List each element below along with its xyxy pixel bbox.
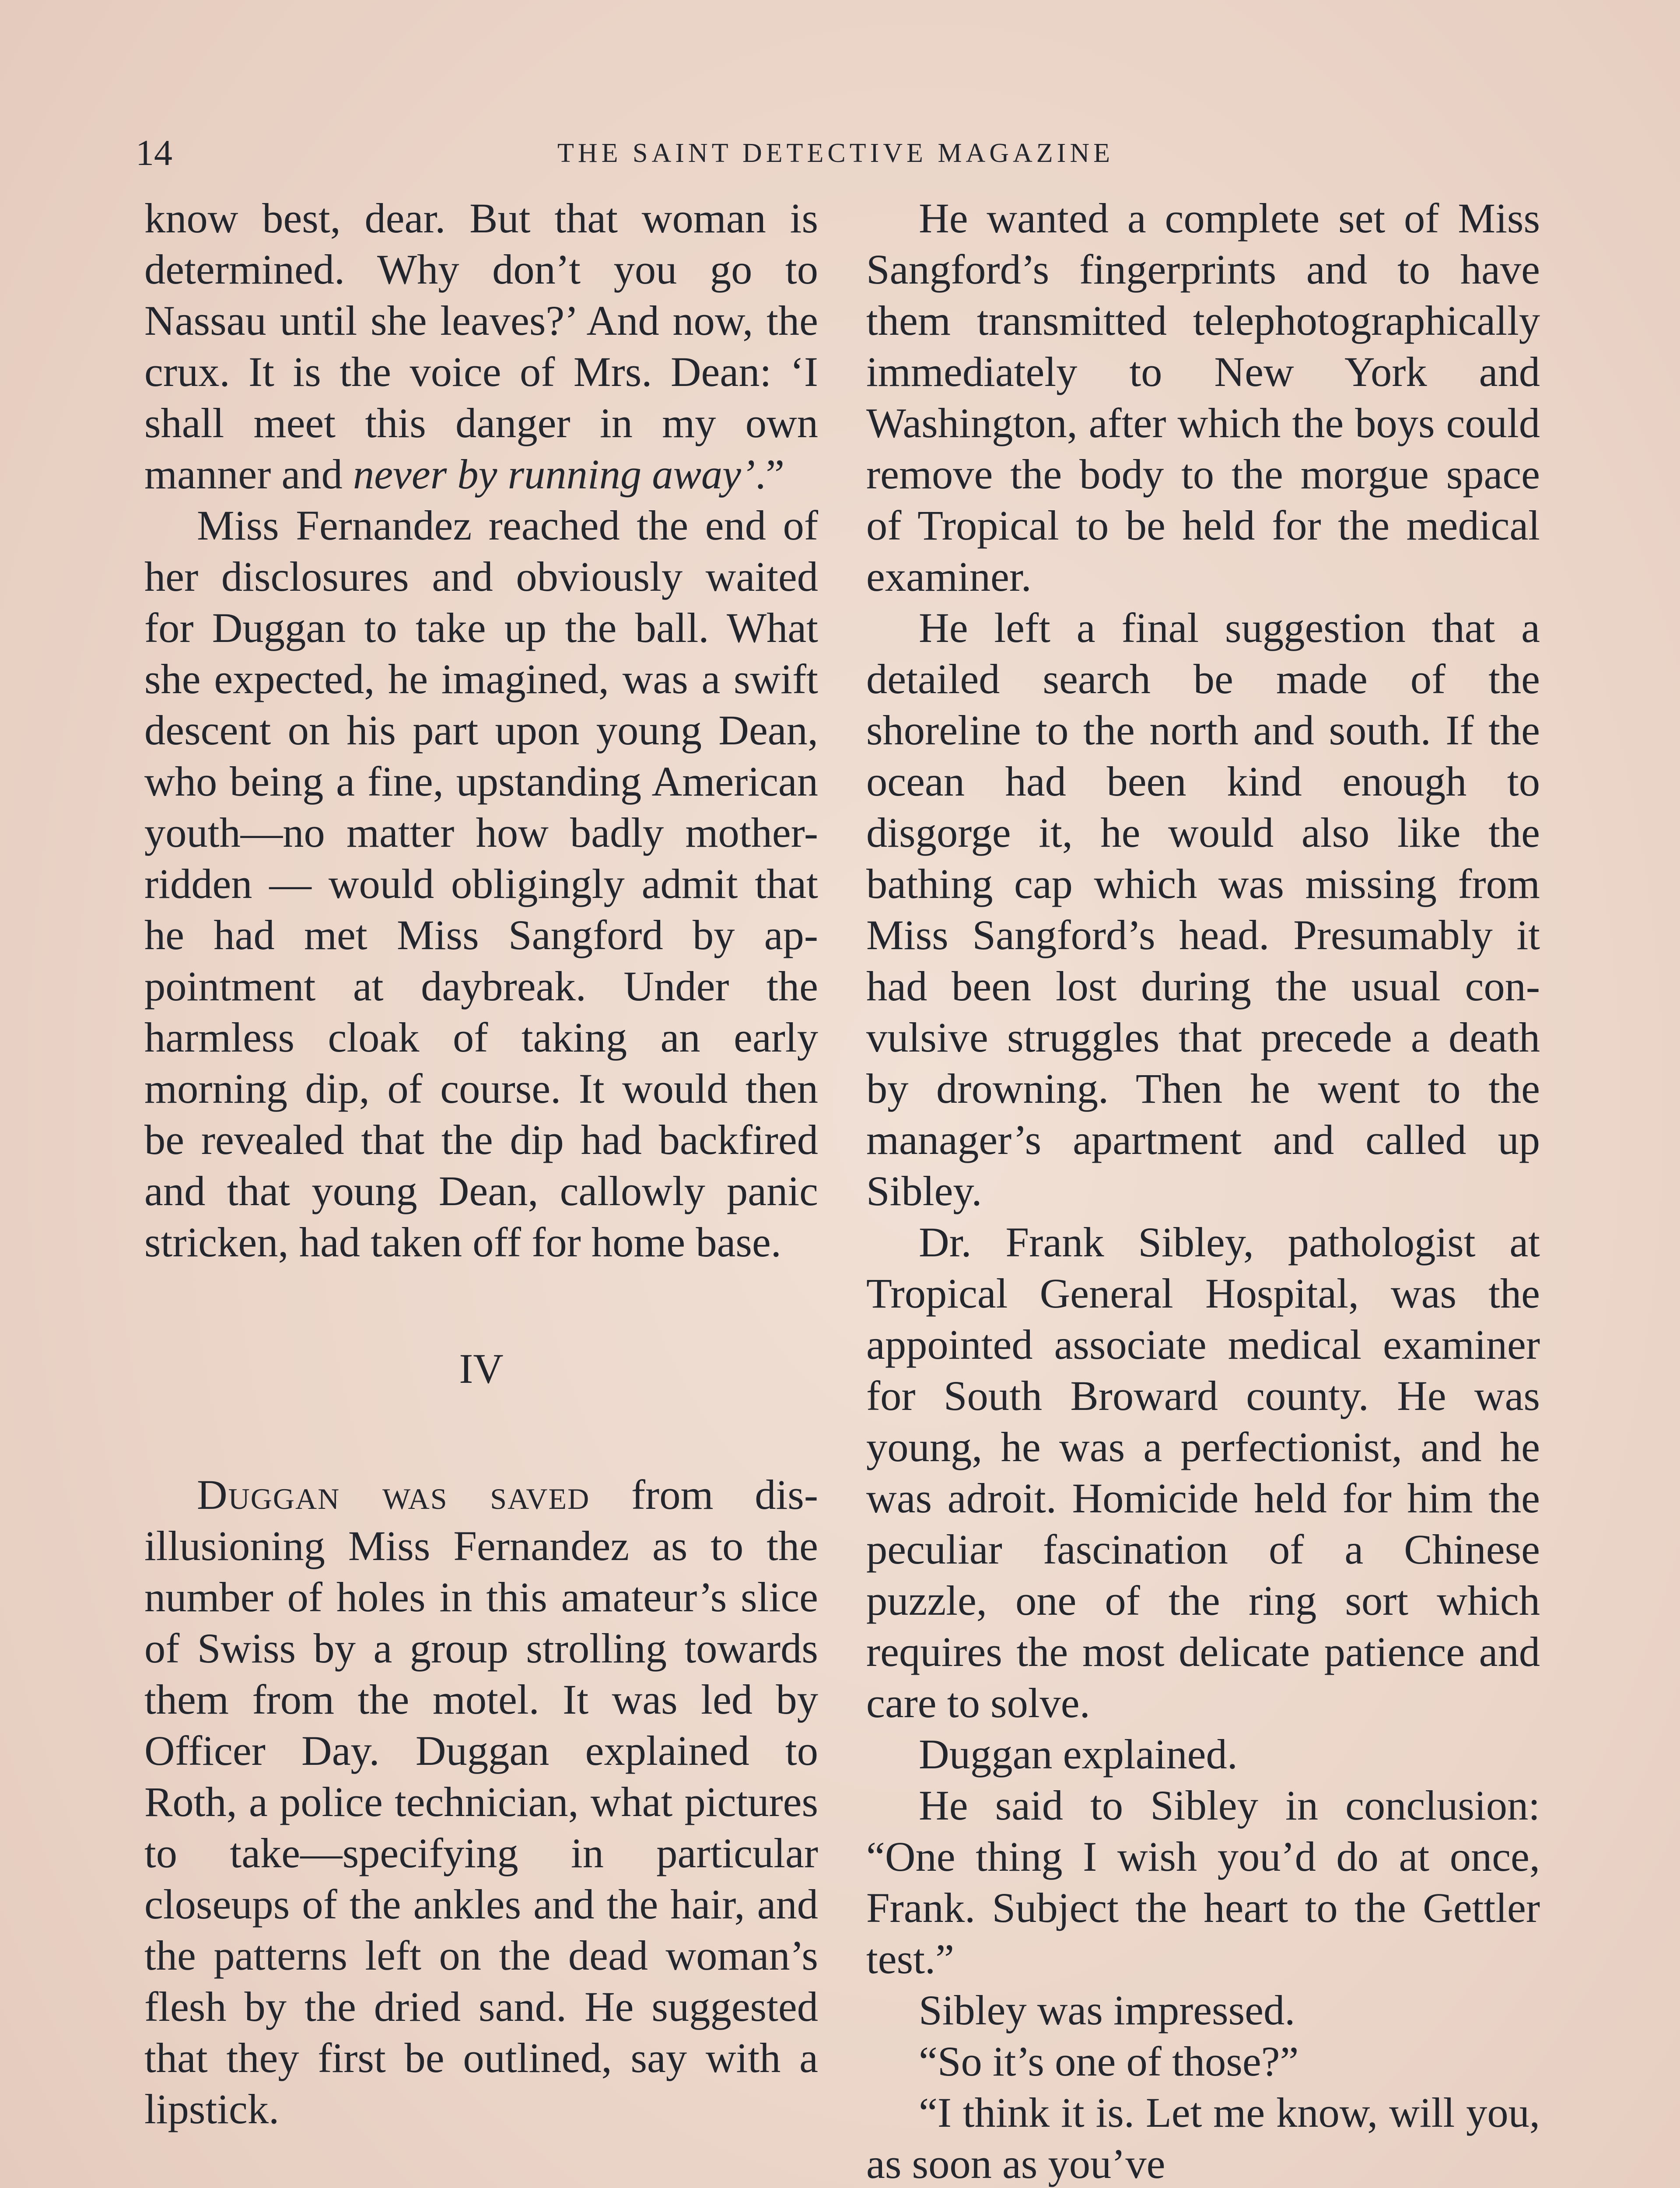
section-numeral: IV	[459, 1345, 504, 1392]
paragraph	[144, 1469, 818, 2135]
running-head: THE SAINT DETECTIVE MAGAZINE	[557, 138, 1114, 168]
paragraph: He wanted a complete set of Miss Sangford’s fingerprints and to have them transmitted telephotographically immediately to New York and Washington, after which the boys could remove the body to the morgue space of Tropical to be held for the medical examiner.	[866, 195, 1540, 600]
left-column	[144, 193, 818, 2135]
paragraph	[144, 193, 818, 500]
paragraph: Sibley was impressed.	[919, 1987, 1295, 2034]
paragraph: Miss Fernandez reached the end of her disclosures and obviously waited for Duggan to take up the ball. What she expected, he imagined, was a swift descent on his part upon young Dean, who being a fine, upstanding American youth—no matter how badly mother-ridden — would obligingly admit that he had met Miss Sangford by appointment at daybreak. Under the harmless cloak of taking an early morning dip, of course. It would then be revealed that the dip had backfired and that young Dean, callowly panic stricken, had taken off for home base.	[144, 502, 818, 1266]
right-column	[866, 193, 1540, 2188]
paragraph: “I think it is. Let me know, will you, as soon as you’ve	[866, 2089, 1540, 2187]
paragraph: Dr. Frank Sibley, pathologist at Tropical General Hospital, was the appointed associate medical examiner for South Broward county. He was young, he was a perfectionist, and he was adroit. Homicide held for him the peculiar fascination of a Chinese puzzle, one of the ring sort which requires the most delicate patience and care to solve.	[866, 1219, 1540, 1726]
paragraph: Duggan explained.	[919, 1731, 1238, 1778]
paragraph-end: .”	[755, 451, 785, 498]
paragraph: “So it’s one of those?”	[919, 2038, 1299, 2085]
paragraph: He left a final suggestion that a detailed search be made of the shoreline to the north and south. If the ocean had been kind enough to disgorge it, he would also like the bathing cap which was missing from Miss Sangford’s head. Presumably it had been lost during the usual convulsive struggles that precede a death by drowning. Then he went to the manager’s apartment and called up Sibley.	[866, 604, 1540, 1214]
paragraph-text: from disillusioning Miss Fernandez as to the number of holes in this amateur’s slice of Swiss by a group strolling towards them from the motel. It was led by Officer Day. Duggan explained to Roth, a police technician, what pictures to take—specifying in particular closeups of the ankles and the hair, and the patterns left on the dead woman’s flesh by the dried sand. He suggested that they first be outlined, say with a lipstick.	[144, 1471, 818, 2132]
paragraph-text: know best, dear. But that woman is determined. Why don’t you go to Nassau until she leaves?’ And now, the crux. It is the voice of Mrs. Dean: ‘I shall meet this danger in my own manner and	[144, 195, 818, 498]
italic-phrase: never by running away’	[353, 451, 756, 498]
page-number: 14	[136, 133, 172, 173]
page-header	[136, 131, 1536, 175]
paragraph: He said to Sibley in conclusion: “One thing I wish you’d do at once, Frank. Subject the heart to the Gettler test.”	[866, 1782, 1540, 1982]
lead-in-smallcaps: Duggan was saved	[197, 1471, 590, 1518]
